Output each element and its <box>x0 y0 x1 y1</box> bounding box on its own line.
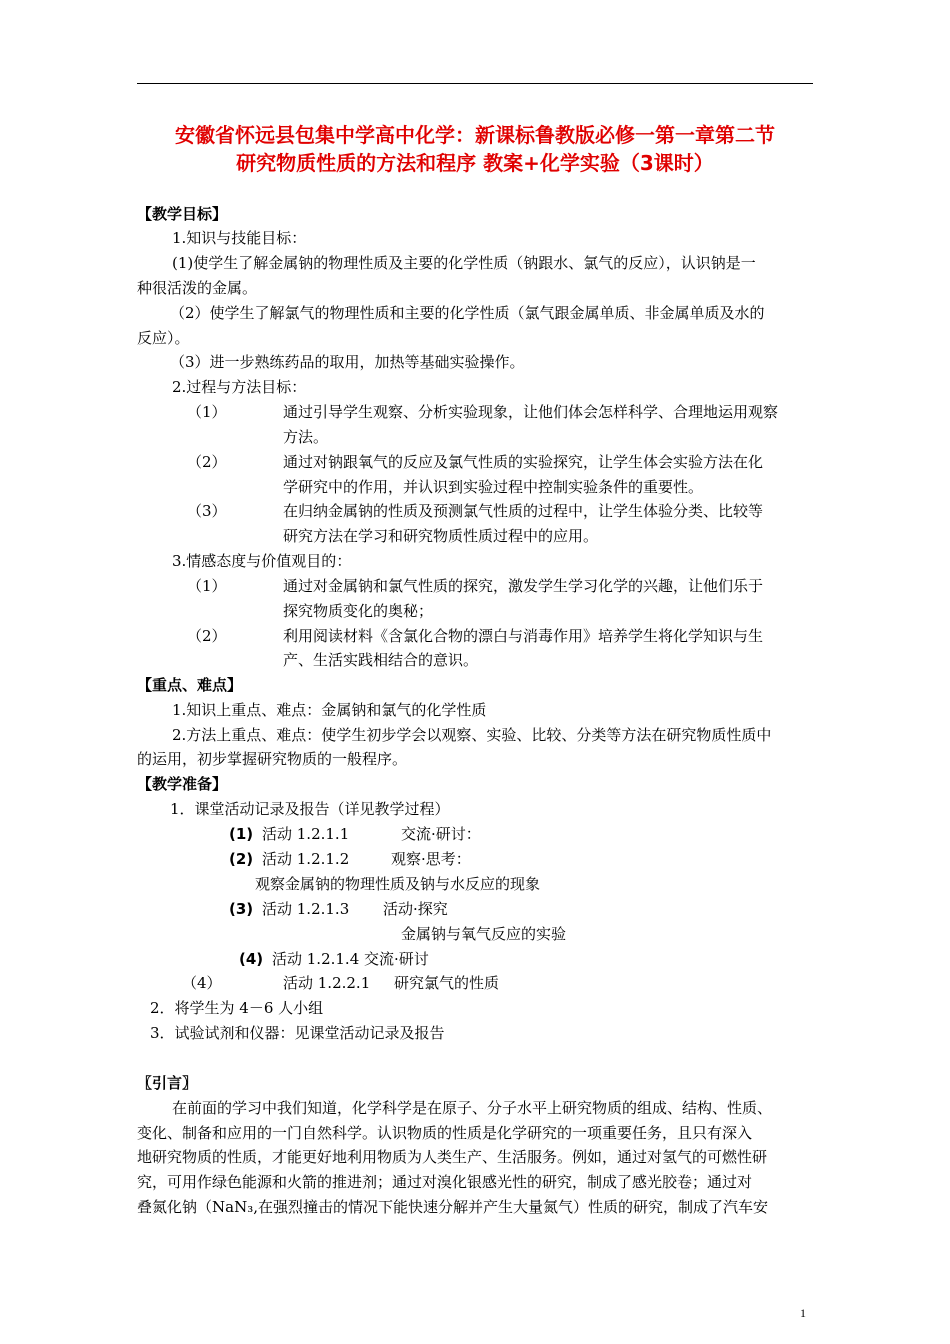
intro-heading: 〖引言〗 <box>137 1074 198 1092</box>
key-point-1: 1.知识上重点、难点：金属钠和氯气的化学性质 <box>172 701 487 719</box>
knowledge-2b: 反应）。 <box>137 329 190 347</box>
activity-4-num: (4) <box>239 950 264 968</box>
process-2a: 通过对钠跟氧气的反应及氯气性质的实验探究，让学生体会实验方法在化 <box>283 453 764 471</box>
activity-5: 活动 1.2.2.1 <box>283 974 371 992</box>
emotion-1b: 探究物质变化的奥秘； <box>283 602 434 620</box>
activity-3-desc: 金属钠与氧气反应的实验 <box>401 925 567 943</box>
emotion-title: 3.情感态度与价值观目的： <box>172 552 352 570</box>
key-point-2a: 2.方法上重点、难点：使学生初步学会以观察、实验、比较、分类等方法在研究物质性质中 <box>172 726 772 744</box>
process-2b: 学研究中的作用，并认识到实验过程中控制实验条件的重要性。 <box>283 478 704 496</box>
activity-2-desc: 观察金属钠的物理性质及钠与水反应的现象 <box>255 875 541 893</box>
knowledge-1a: (1)使学生了解金属钠的物理性质及主要的化学性质（钠跟水、氯气的反应），认识钠是一 <box>172 254 756 272</box>
top-rule <box>137 83 813 84</box>
process-3a: 在归纳金属钠的性质及预测氯气性质的过程中，让学生体验分类、比较等 <box>283 502 764 520</box>
process-3b: 研究方法在学习和研究物质性质过程中的应用。 <box>283 527 599 545</box>
activity-3: 活动 1.2.1.3 <box>262 900 350 918</box>
process-1b: 方法。 <box>283 428 329 446</box>
activity-3-num: (3) <box>229 900 254 918</box>
process-2-num: （2） <box>187 453 227 471</box>
objectives-heading: 【教学目标】 <box>137 205 228 223</box>
emotion-1a: 通过对金属钠和氯气性质的探究，激发学生学习化学的兴趣，让他们乐于 <box>283 577 764 595</box>
key-points-heading: 【重点、难点】 <box>137 676 243 694</box>
intro-line-5: 叠氮化钠（NaN₃,在强烈撞击的情况下能快速分解并产生大量氮气）性质的研究，制成了汽车安 <box>137 1198 768 1216</box>
process-1a: 通过引导学生观察、分析实验现象，让他们体会怎样科学、合理地运用观察 <box>283 403 779 421</box>
activity-2-type: 观察·思考： <box>391 850 471 868</box>
page-number: 1 <box>800 1306 806 1320</box>
activity-5-num: （4） <box>182 974 222 992</box>
process-title: 2.过程与方法目标： <box>172 378 307 396</box>
emotion-2b: 产、生活实践相结合的意识。 <box>283 651 479 669</box>
prep-3: 3．试验试剂和仪器：见课堂活动记录及报告 <box>150 1024 445 1042</box>
emotion-2-num: （2） <box>187 627 227 645</box>
intro-line-1: 在前面的学习中我们知道，化学科学是在原子、分子水平上研究物质的组成、结构、性质、 <box>172 1099 773 1117</box>
knowledge-2a: （2）使学生了解氯气的物理性质和主要的化学性质（氯气跟金属单质、非金属单质及水的 <box>170 304 765 322</box>
activity-1-num: (1) <box>229 825 254 843</box>
intro-line-3: 地研究物质的性质，才能更好地利用物质为人类生产、生活服务。例如，通过对氢气的可燃性研 <box>137 1148 768 1166</box>
process-3-num: （3） <box>187 502 227 520</box>
prep-1: 1．课堂活动记录及报告（详见教学过程） <box>170 800 450 818</box>
page-title-line1: 安徽省怀远县包集中学高中化学：新课标鲁教版必修一第一章第二节 <box>175 123 775 147</box>
activity-4: 活动 1.2.1.4 交流·研讨 <box>272 950 429 968</box>
activity-1-type: 交流·研讨： <box>401 825 481 843</box>
activity-2: 活动 1.2.1.2 <box>262 850 350 868</box>
knowledge-3: （3）进一步熟练药品的取用，加热等基础实验操作。 <box>170 353 525 371</box>
intro-line-4: 究，可用作绿色能源和火箭的推进剂；通过对溴化银感光性的研究，制成了感光胶卷；通过对 <box>137 1173 753 1191</box>
intro-line-2: 变化、制备和应用的一门自然科学。认识物质的性质是化学研究的一项重要任务，且只有深入 <box>137 1124 753 1142</box>
page-title-line2: 研究物质性质的方法和程序 教案+化学实验（3课时） <box>236 151 714 175</box>
emotion-2a: 利用阅读材料《含氯化合物的漂白与消毒作用》培养学生将化学知识与生 <box>283 627 764 645</box>
emotion-1-num: （1） <box>187 577 227 595</box>
activity-1: 活动 1.2.1.1 <box>262 825 350 843</box>
key-point-2b: 的运用，初步掌握研究物质的一般程序。 <box>137 750 408 768</box>
activity-3-type: 活动·探究 <box>383 900 448 918</box>
process-1-num: （1） <box>187 403 227 421</box>
prep-2: 2．将学生为 4－6 人小组 <box>150 999 324 1017</box>
knowledge-1b: 种很活泼的金属。 <box>137 279 258 297</box>
knowledge-title: 1.知识与技能目标： <box>172 229 307 247</box>
activity-5-type: 研究氯气的性质 <box>394 974 500 992</box>
preparation-heading: 【教学准备】 <box>137 775 228 793</box>
activity-2-num: (2) <box>229 850 254 868</box>
